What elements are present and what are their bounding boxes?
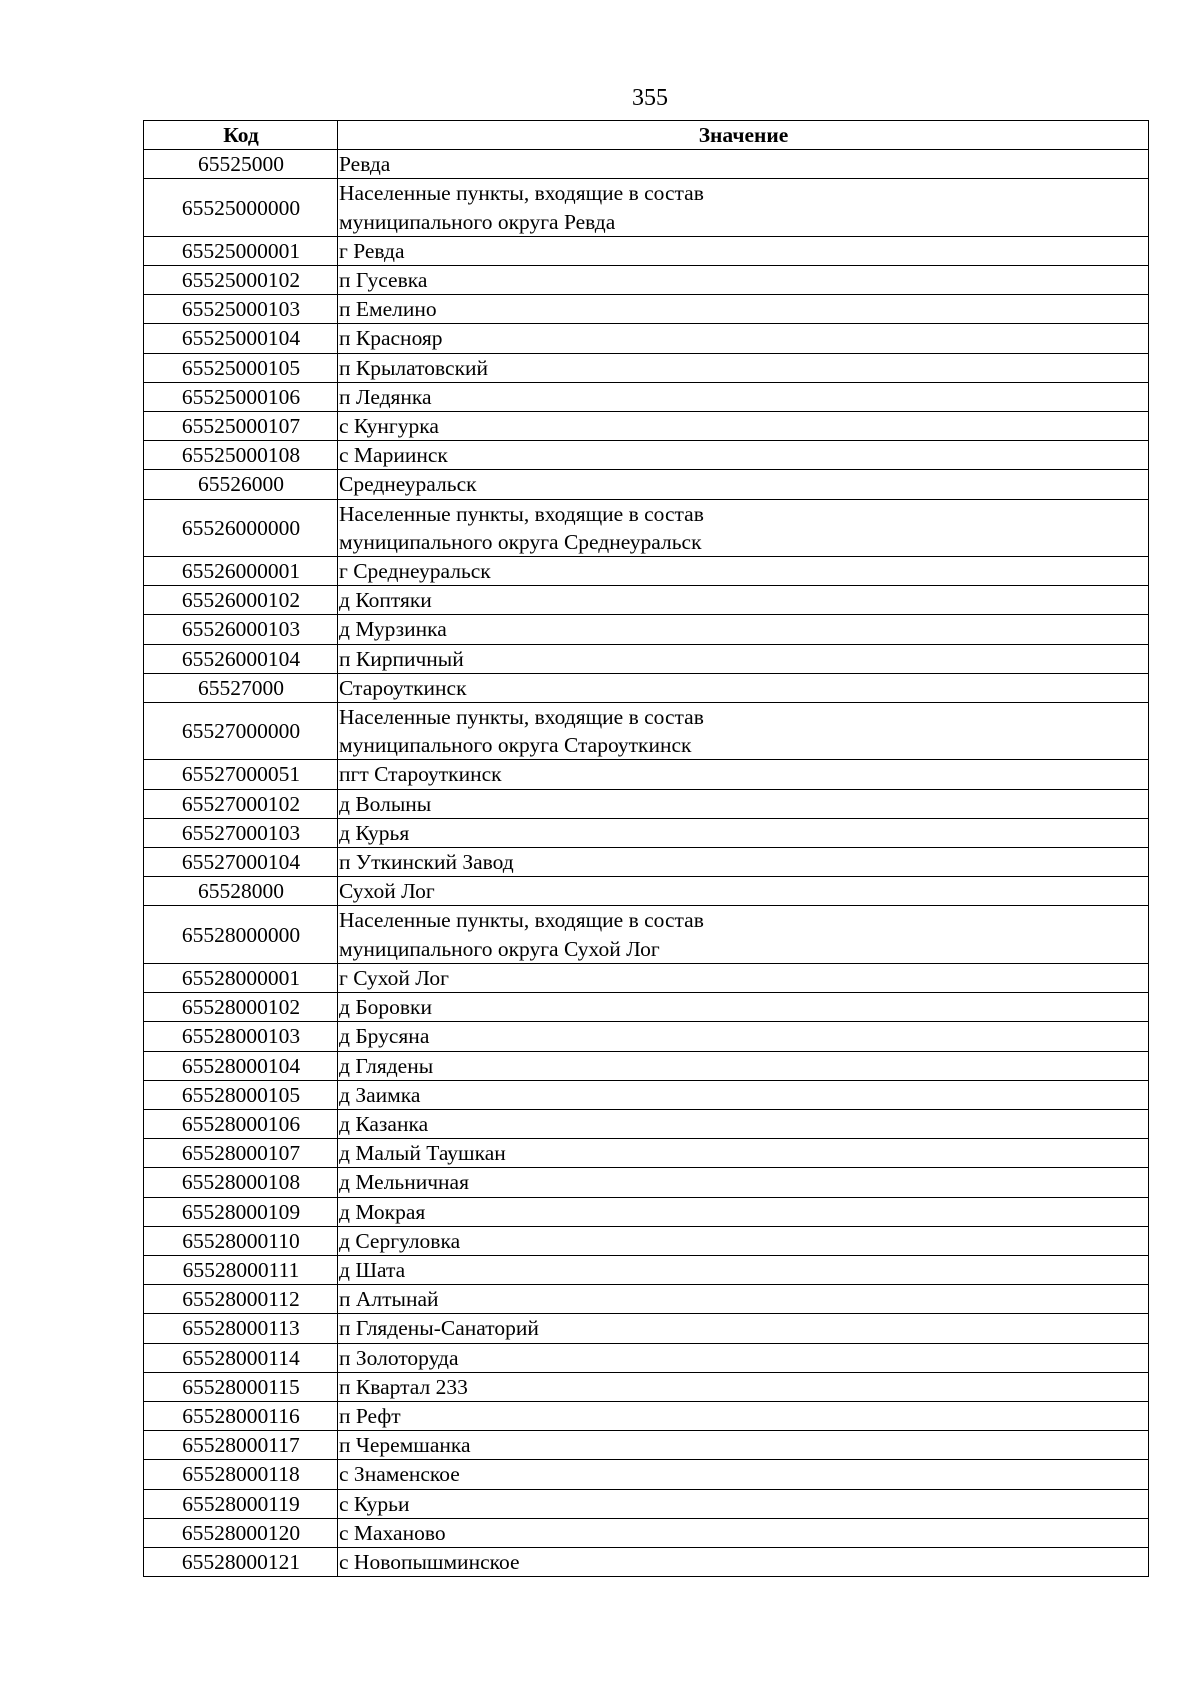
table-row <box>144 441 1149 470</box>
row-value: д Заимка <box>338 1080 1149 1109</box>
row-value: п Квартал 233 <box>338 1372 1149 1401</box>
table-row <box>144 993 1149 1022</box>
row-code: 65526000104 <box>144 644 338 673</box>
row-value: п Золоторуда <box>338 1343 1149 1372</box>
row-code: 65528000107 <box>144 1139 338 1168</box>
row-value: Населенные пункты, входящие в состав муниципального округа Среднеуральск <box>338 499 1149 556</box>
row-value: д Мельничная <box>338 1168 1149 1197</box>
row-value: Населенные пункты, входящие в состав муниципального округа Староуткинск <box>338 703 1149 760</box>
table-row <box>144 1022 1149 1051</box>
row-code: 65528000 <box>144 877 338 906</box>
table-row <box>144 1139 1149 1168</box>
table-row <box>144 324 1149 353</box>
row-code: 65526000000 <box>144 499 338 556</box>
row-code: 65528000108 <box>144 1168 338 1197</box>
table-row <box>144 848 1149 877</box>
row-value: Сухой Лог <box>338 877 1149 906</box>
table-row <box>144 1168 1149 1197</box>
row-code: 65528000117 <box>144 1431 338 1460</box>
table-row <box>144 1197 1149 1226</box>
table-row <box>144 412 1149 441</box>
row-value: п Черемшанка <box>338 1431 1149 1460</box>
row-value: д Брусяна <box>338 1022 1149 1051</box>
table-row <box>144 644 1149 673</box>
row-value: с Курьи <box>338 1489 1149 1518</box>
row-value: п Рефт <box>338 1401 1149 1430</box>
header-value: Значение <box>338 121 1149 150</box>
row-code: 65528000001 <box>144 963 338 992</box>
table-row <box>144 1518 1149 1547</box>
row-code: 65528000111 <box>144 1255 338 1284</box>
row-code: 65528000000 <box>144 906 338 963</box>
row-value: п Крылатовский <box>338 353 1149 382</box>
row-value: д Сергуловка <box>338 1226 1149 1255</box>
row-code: 65526000 <box>144 470 338 499</box>
table-row <box>144 236 1149 265</box>
row-value: д Казанка <box>338 1109 1149 1138</box>
table-row <box>144 295 1149 324</box>
table-row <box>144 150 1149 179</box>
table-row <box>144 703 1149 760</box>
row-value: д Коптяки <box>338 586 1149 615</box>
row-code: 65528000102 <box>144 993 338 1022</box>
row-code: 65525000108 <box>144 441 338 470</box>
row-code: 65528000103 <box>144 1022 338 1051</box>
row-value: д Курья <box>338 818 1149 847</box>
row-value: п Глядены-Санаторий <box>338 1314 1149 1343</box>
table-row <box>144 1051 1149 1080</box>
row-code: 65528000113 <box>144 1314 338 1343</box>
table-row <box>144 760 1149 789</box>
table-row <box>144 382 1149 411</box>
table-row <box>144 1314 1149 1343</box>
row-code: 65525000106 <box>144 382 338 411</box>
row-value: пгт Староуткинск <box>338 760 1149 789</box>
row-code: 65525000107 <box>144 412 338 441</box>
table-row <box>144 877 1149 906</box>
table-row <box>144 963 1149 992</box>
row-value: с Мариинск <box>338 441 1149 470</box>
row-value: г Сухой Лог <box>338 963 1149 992</box>
row-value: Населенные пункты, входящие в состав муниципального округа Ревда <box>338 179 1149 236</box>
row-code: 65525000105 <box>144 353 338 382</box>
row-value: д Боровки <box>338 993 1149 1022</box>
row-value: п Краснояр <box>338 324 1149 353</box>
row-code: 65528000104 <box>144 1051 338 1080</box>
table-row <box>144 586 1149 615</box>
row-value: п Емелино <box>338 295 1149 324</box>
row-value: п Кирпичный <box>338 644 1149 673</box>
row-code: 65527000102 <box>144 789 338 818</box>
row-value: п Гусевка <box>338 266 1149 295</box>
row-value: с Новопышминское <box>338 1547 1149 1576</box>
table-row <box>144 353 1149 382</box>
row-code: 65528000105 <box>144 1080 338 1109</box>
row-code: 65525000102 <box>144 266 338 295</box>
row-code: 65528000121 <box>144 1547 338 1576</box>
row-value: Населенные пункты, входящие в состав муниципального округа Сухой Лог <box>338 906 1149 963</box>
header-code: Код <box>144 121 338 150</box>
table-row <box>144 499 1149 556</box>
row-code: 65527000104 <box>144 848 338 877</box>
row-code: 65528000116 <box>144 1401 338 1430</box>
row-value: г Среднеуральск <box>338 557 1149 586</box>
table-row <box>144 1547 1149 1576</box>
row-code: 65527000103 <box>144 818 338 847</box>
row-value: Среднеуральск <box>338 470 1149 499</box>
table-row <box>144 1489 1149 1518</box>
table-row <box>144 789 1149 818</box>
table-row <box>144 1285 1149 1314</box>
row-code: 65526000001 <box>144 557 338 586</box>
table-row <box>144 1401 1149 1430</box>
table-row <box>144 1372 1149 1401</box>
table-row <box>144 470 1149 499</box>
row-code: 65525000103 <box>144 295 338 324</box>
table-row <box>144 557 1149 586</box>
row-value: г Ревда <box>338 236 1149 265</box>
row-code: 65526000102 <box>144 586 338 615</box>
table-header-row <box>144 121 1149 150</box>
row-code: 65525000 <box>144 150 338 179</box>
table-row <box>144 179 1149 236</box>
row-code: 65526000103 <box>144 615 338 644</box>
row-code: 65528000115 <box>144 1372 338 1401</box>
table-row <box>144 673 1149 702</box>
row-code: 65528000110 <box>144 1226 338 1255</box>
code-table <box>143 120 1149 1577</box>
row-code: 65528000120 <box>144 1518 338 1547</box>
table-row <box>144 1255 1149 1284</box>
row-value: п Алтынай <box>338 1285 1149 1314</box>
table-row <box>144 1109 1149 1138</box>
row-code: 65528000109 <box>144 1197 338 1226</box>
table-row <box>144 1080 1149 1109</box>
row-value: д Малый Таушкан <box>338 1139 1149 1168</box>
table-row <box>144 1343 1149 1372</box>
row-code: 65528000114 <box>144 1343 338 1372</box>
row-value: п Уткинский Завод <box>338 848 1149 877</box>
row-value: д Волыны <box>338 789 1149 818</box>
table-row <box>144 266 1149 295</box>
row-code: 65527000000 <box>144 703 338 760</box>
table-body <box>144 150 1149 1577</box>
row-value: с Кунгурка <box>338 412 1149 441</box>
row-value: д Мокрая <box>338 1197 1149 1226</box>
table-row <box>144 1460 1149 1489</box>
table-row <box>144 1226 1149 1255</box>
row-value: п Ледянка <box>338 382 1149 411</box>
row-code: 65525000001 <box>144 236 338 265</box>
row-value: с Маханово <box>338 1518 1149 1547</box>
table-row <box>144 906 1149 963</box>
row-value: с Знаменское <box>338 1460 1149 1489</box>
page-number: 355 <box>632 85 668 111</box>
row-code: 65528000112 <box>144 1285 338 1314</box>
row-value: д Мурзинка <box>338 615 1149 644</box>
table-row <box>144 818 1149 847</box>
row-code: 65527000 <box>144 673 338 702</box>
row-code: 65525000000 <box>144 179 338 236</box>
table-row <box>144 1431 1149 1460</box>
row-value: д Шата <box>338 1255 1149 1284</box>
row-value: Староуткинск <box>338 673 1149 702</box>
row-value: Ревда <box>338 150 1149 179</box>
row-code: 65528000118 <box>144 1460 338 1489</box>
row-code: 65528000106 <box>144 1109 338 1138</box>
row-code: 65527000051 <box>144 760 338 789</box>
row-code: 65528000119 <box>144 1489 338 1518</box>
row-value: д Глядены <box>338 1051 1149 1080</box>
table-row <box>144 615 1149 644</box>
row-code: 65525000104 <box>144 324 338 353</box>
